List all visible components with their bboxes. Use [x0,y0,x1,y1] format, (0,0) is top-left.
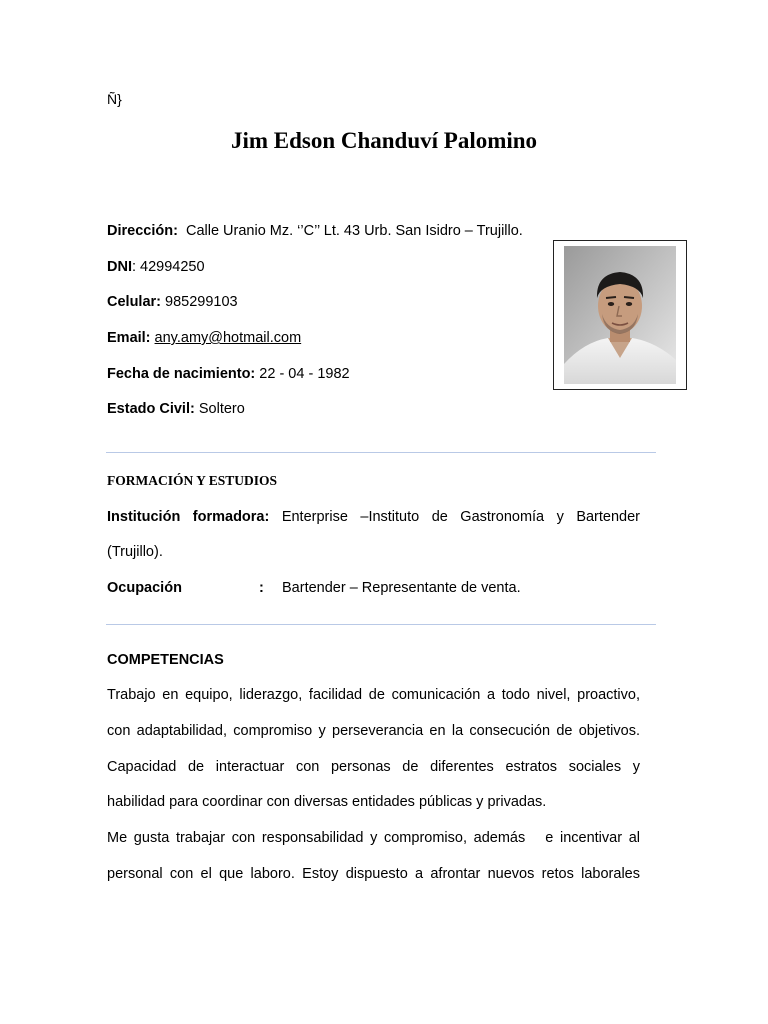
stray-text: Ñ} [107,91,122,107]
birthdate-label: Fecha de nacimiento: [107,366,256,382]
marital-status-value: Soltero [198,401,245,417]
birthdate-row [107,366,350,382]
phone-label: Celular: [107,294,161,310]
section-divider [106,452,656,453]
skills-line: con adaptabilidad, compromiso y perseverancia en la consecución de objetivos. [107,723,640,739]
birthdate-value: 22 - 04 - 1982 [259,366,350,382]
skills-line: Trabajo en equipo, liderazgo, facilidad de comunicación a todo nivel, proactivo, [107,687,640,703]
skills-line: Me gusta trabajar con responsabilidad y compromiso, además e incentivar al [107,830,640,846]
address-label: Dirección: [107,223,178,239]
email-link[interactable]: any.amy@hotmail.com [154,330,302,346]
profile-photo [553,240,687,390]
skills-line: personal con el que laboro. Estoy dispuesto a afrontar nuevos retos laborales [107,866,640,882]
dni-value: : 42994250 [131,259,205,275]
institution-label: Institución formadora: [107,509,270,525]
skills-line: habilidad para coordinar con diversas entidades públicas y privadas. [107,794,547,810]
phone-row [107,294,238,310]
occupation-label: Ocupación [107,580,182,596]
skills-line: Capacidad de interactuar con personas de diferentes estratos sociales y [107,759,640,775]
address-row [107,223,523,239]
occupation-colon: : [259,580,264,596]
institution-value: Enterprise –Instituto de Gastronomía y Bartender [281,509,640,525]
phone-value: 985299103 [165,294,238,310]
address-value: Calle Uranio Mz. ‘’C’’ Lt. 43 Urb. San Isidro – Trujillo. [185,223,523,239]
email-label: Email: [107,330,151,346]
person-portrait-icon [564,246,676,384]
occupation-value: Bartender – Representante de venta. [282,580,521,596]
education-heading: FORMACIÓN Y ESTUDIOS [107,473,278,488]
institution-row [107,509,640,525]
dni-row [107,259,205,275]
marital-status-label: Estado Civil: [107,401,195,417]
dni-label: DNI [107,259,132,275]
candidate-name: Jim Edson Chanduví Palomino [230,128,538,153]
institution-continued: (Trujillo). [107,544,163,560]
section-divider [106,624,656,625]
email-row [107,330,301,346]
marital-status-row [107,401,245,417]
skills-heading: COMPETENCIAS [107,652,224,668]
